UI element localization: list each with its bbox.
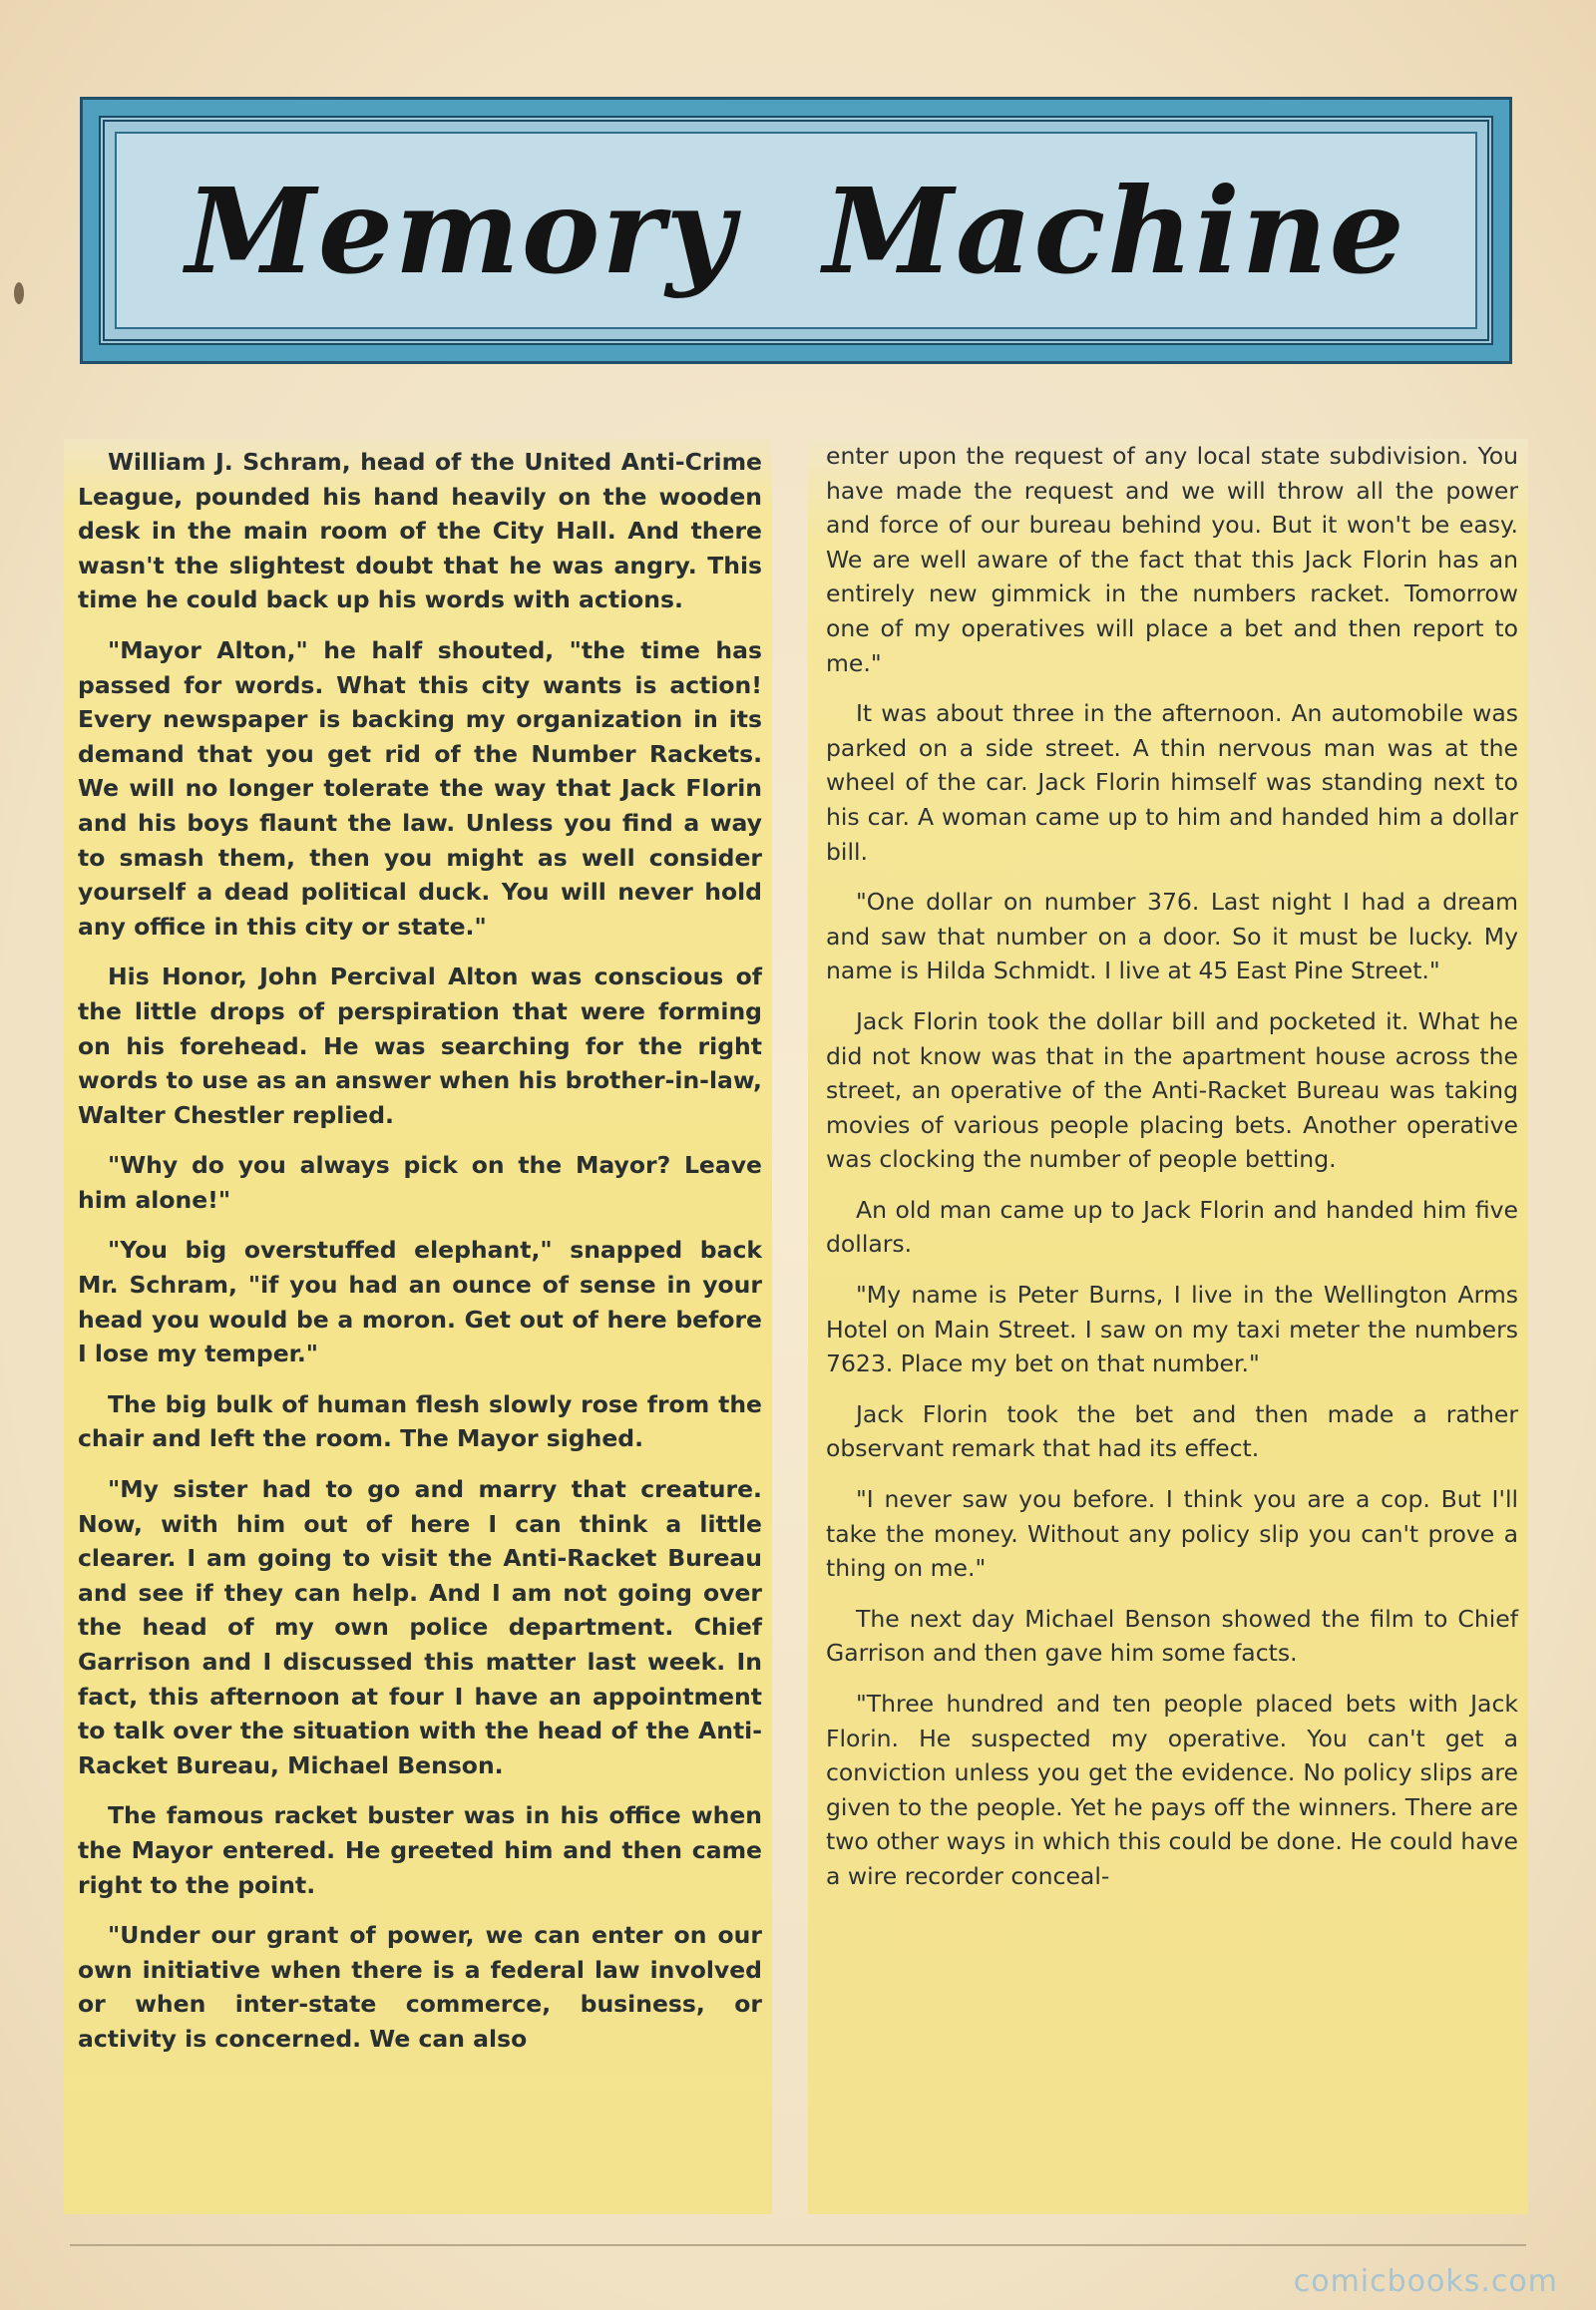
paragraph: "My name is Peter Burns, I live in the Wellington Arms Hotel on Main Street. I saw on my taxi meter the numbers 7623. Place my bet on that number." bbox=[826, 1281, 1518, 1378]
paragraph: "Why do you always pick on the Mayor? Leave him alone!" bbox=[78, 1151, 762, 1214]
title-frame-inner bbox=[99, 116, 1493, 345]
paragraph: "One dollar on number 376. Last night I had a dream and saw that number on a door. So it must be lucky. My name is Hilda Schmidt. I live at 45 East Pine Street." bbox=[826, 888, 1518, 985]
paragraph: "You big overstuffed elephant," snapped back Mr. Schram, "if you had an ounce of sense in your head you would be a moron. Get out of here before I lose my temper." bbox=[78, 1236, 762, 1368]
page-bottom-rule bbox=[70, 2244, 1526, 2246]
paragraph: The next day Michael Benson showed the film to Chief Garrison and then gave him some facts. bbox=[826, 1604, 1518, 1668]
paragraph: It was about three in the afternoon. An automobile was parked on a side street. A thin nervous man was at the wheel of the car. Jack Florin himself was standing next to his car. A woman came up to him and handed him a dollar bill. bbox=[826, 699, 1518, 866]
left-column bbox=[64, 439, 772, 2214]
story-title: Memory Machine bbox=[186, 161, 1406, 300]
paragraph: Jack Florin took the bet and then made a rather observant remark that had its effect. bbox=[826, 1399, 1518, 1463]
paragraph: "I never saw you before. I think you are a cop. But I'll take the money. Without any policy slip you can't prove a thing on me." bbox=[826, 1485, 1518, 1583]
title-frame bbox=[80, 97, 1512, 364]
paragraph: "Mayor Alton," he half shouted, "the time has passed for words. What this city wants is action! Every newspaper is backing my organization in its demand that you get rid of the Number Rackets. We will no longer tolerate the way that Jack Florin and his boys flaunt the law. Unless you find a way to smash them, then you might as well consider yourself a dead political duck. You will never hold any office in this city or state." bbox=[78, 635, 762, 941]
paragraph: The famous racket buster was in his office when the Mayor entered. He greeted him and then came right to the point. bbox=[78, 1801, 762, 1899]
paragraph: Jack Florin took the dollar bill and pocketed it. What he did not know was that in the apartment house across the street, an operative of the Anti-Racket Bureau was taking movies of various people placing bets. Another operative was clocking the number of people betting. bbox=[826, 1006, 1518, 1174]
paragraph: William J. Schram, head of the United Anti-Crime League, pounded his hand heavily on the wooden desk in the main room of the City Hall. And there wasn't the slightest doubt that he was angry. This time he could back up his words with actions. bbox=[78, 448, 762, 614]
watermark: comicbooks.com bbox=[1293, 2264, 1558, 2299]
paragraph: His Honor, John Percival Alton was conscious of the little drops of perspiration that were forming on his forehead. He was searching for the right words to use as an answer when his brother-in-law, Walter Chestler replied. bbox=[78, 962, 762, 1129]
paragraph: enter upon the request of any local state subdivision. You have made the request and we will throw all the power and force of our bureau behind you. But it won't be easy. We are well aware of the fact that this Jack Florin has an entirely new gimmick in the numbers racket. Tomorrow one of my operatives will place a bet and then report to me." bbox=[826, 442, 1518, 677]
paragraph: The big bulk of human flesh slowly rose from the chair and left the room. The Mayor sighed. bbox=[78, 1389, 762, 1453]
paragraph: "Under our grant of power, we can enter on our own initiative when there is a federal law involved or when inter-state commerce, business, or activity is concerned. We can also bbox=[78, 1921, 762, 2053]
paragraph: "Three hundred and ten people placed bets with Jack Florin. He suspected my operative. You can't get a conviction unless you get the evidence. No policy slips are given to the people. Yet he pays off the winners. There are two other ways in which this could be done. He could have a wire recorder conceal- bbox=[826, 1690, 1518, 1890]
paragraph: An old man came up to Jack Florin and handed him five dollars. bbox=[826, 1195, 1518, 1259]
paragraph: "My sister had to go and marry that creature. Now, with him out of here I can think a little clearer. I am going to visit the Anti-Racket Bureau and see if they can help. And I am not going over the head of my own police department. Chief Garrison and I discussed this matter last week. In fact, this afternoon at four I have an appointment to talk over the situation with the head of the Anti-Racket Bureau, Michael Benson. bbox=[78, 1475, 762, 1779]
page-mark bbox=[14, 282, 24, 304]
title-panel bbox=[115, 132, 1477, 329]
right-column bbox=[808, 439, 1528, 2214]
